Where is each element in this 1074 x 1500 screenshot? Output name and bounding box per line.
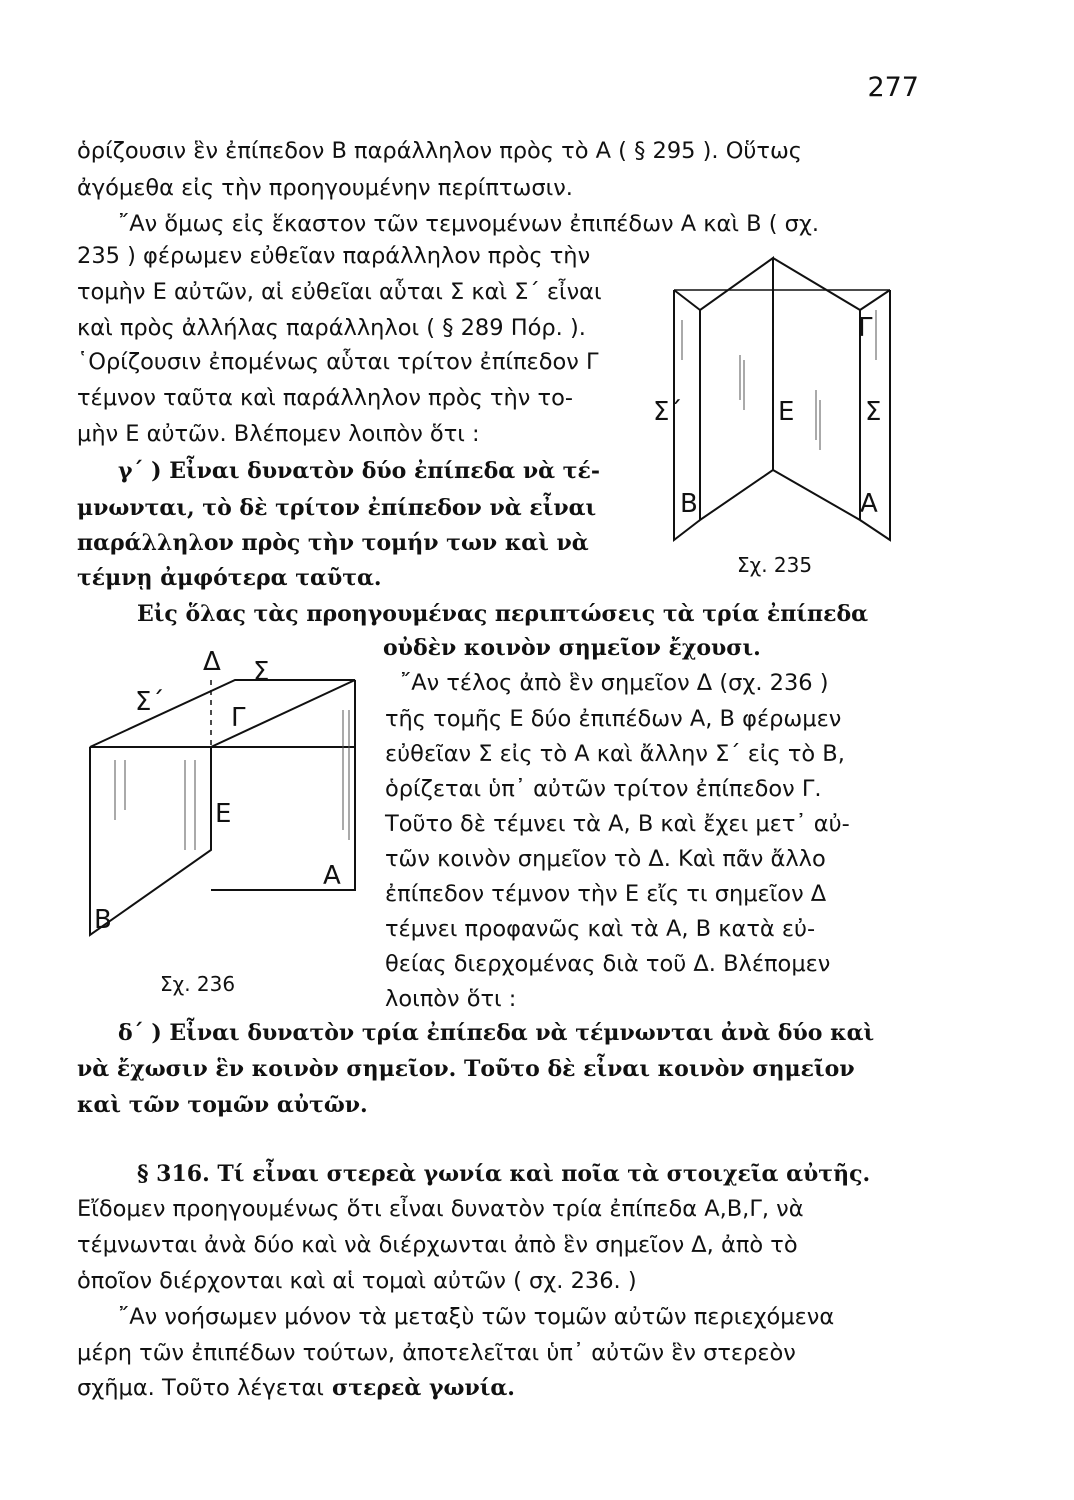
text-line: τομὴν Ε αὐτῶν, αἱ εὐθεῖαι αὗται Σ καὶ Σ΄ εἶναι — [77, 279, 602, 305]
text-line: Εἰς ὅλας τὰς προηγουμένας περιπτώσεις τὰ τρία ἐπίπεδα — [137, 601, 869, 627]
text-line: ἐπίπεδον τέμνον τὴν Ε εἴς τι σημεῖον Δ — [385, 881, 827, 907]
text-line: ῎Αν τέλος ἀπὸ ἓν σημεῖον Δ (σχ. 236 ) — [400, 670, 829, 696]
text-line: καὶ τῶν τομῶν αὐτῶν. — [77, 1092, 368, 1118]
text-line: ὁποῖον διέρχονται καὶ αἱ τομαὶ αὐτῶν ( σχ. 236. ) — [77, 1268, 637, 1294]
text-line: σχῆμα. Τοῦτο λέγεται — [77, 1375, 324, 1401]
figure-235 — [653, 250, 910, 544]
text-line: τέμνῃ ἀμφότερα ταῦτα. — [77, 565, 382, 591]
label-g: Γ — [231, 703, 246, 733]
text-line: ῎Αν νοήσωμεν μόνον τὰ μεταξὺ τῶν τομῶν αὐτῶν περιεχόμενα — [118, 1304, 835, 1330]
label-s: Σ — [865, 397, 882, 427]
text-line: οὐδὲν κοινὸν σημεῖον ἔχουσι. — [383, 635, 761, 661]
label-s: Σ — [253, 657, 270, 687]
figure-235-drawing — [653, 250, 910, 540]
text-line: τέμνον ταῦτα καὶ παράλληλον πρὸς τὴν το- — [77, 385, 573, 411]
label-d: Δ — [203, 647, 221, 677]
text-line: λοιπὸν ὅτι : — [385, 986, 517, 1012]
text-line: παράλληλον πρὸς τὴν τομήν των καὶ νὰ — [77, 530, 589, 556]
text-line: θείας διερχομένας διὰ τοῦ Δ. Βλέπομεν — [385, 951, 831, 977]
label-s-prime: Σ΄ — [135, 687, 165, 717]
text-line: Εἴδομεν προηγουμένως ὅτι εἶναι δυνατὸν τρία ἐπίπεδα Α,Β,Γ, νὰ — [77, 1196, 804, 1222]
label-a: Α — [323, 861, 341, 891]
text-line: μνωνται, τὸ δὲ τρίτον ἐπίπεδον νὰ εἶναι — [77, 495, 597, 521]
text-line: καὶ πρὸς ἀλλήλας παράλληλοι ( § 289 Πόρ. ). — [77, 315, 586, 341]
figure-236-drawing — [85, 647, 375, 950]
text-line-bold-term: στερεὰ γωνία. — [332, 1375, 515, 1401]
label-g: Γ — [858, 313, 873, 343]
label-e: Ε — [215, 799, 232, 829]
page-number: 277 — [867, 72, 919, 103]
text-line: νὰ ἔχωσιν ἓν κοινὸν σημεῖον. Τοῦτο δὲ εἶναι κοινὸν σημεῖον — [77, 1056, 855, 1082]
text-line: ῾Ορίζουσιν ἐπομένως αὗται τρίτον ἐπίπεδον Γ — [77, 349, 599, 375]
text-line: τέμνωνται ἀνὰ δύο καὶ νὰ διέρχωνται ἀπὸ ἓν σημεῖον Δ, ἀπὸ τὸ — [77, 1232, 798, 1258]
label-a: Α — [860, 489, 878, 519]
figure-236 — [85, 647, 375, 954]
text-line: μὴν Ε αὐτῶν. Βλέπομεν λοιπὸν ὅτι : — [77, 421, 480, 447]
text-line: ῎Αν ὅμως εἰς ἕκαστον τῶν τεμνομένων ἐπιπέδων Α καὶ Β ( σχ. — [118, 211, 820, 237]
label-s-prime: Σ΄ — [653, 397, 683, 427]
text-line: τῆς τομῆς Ε δύο ἐπιπέδων Α, Β φέρωμεν — [385, 706, 842, 732]
label-b: Β — [94, 905, 112, 935]
label-b: Β — [680, 489, 698, 519]
section-heading: § 316. Τί εἶναι στερεὰ γωνία καὶ ποῖα τὰ στοιχεῖα αὐτῆς. — [137, 1161, 871, 1187]
figure-235-caption: Σχ. 235 — [737, 553, 813, 577]
text-line: δ΄ ) Εἶναι δυνατὸν τρία ἐπίπεδα νὰ τέμνωνται ἀνὰ δύο καὶ — [118, 1020, 875, 1046]
text-line: γ΄ ) Εἶναι δυνατὸν δύο ἐπίπεδα νὰ τέ- — [118, 458, 600, 484]
label-e: Ε — [778, 397, 795, 427]
text-line: τέμνει προφανῶς καὶ τὰ Α, Β κατὰ εὐ- — [385, 916, 816, 942]
text-line: ἀγόμεθα εἰς τὴν προηγουμένην περίπτωσιν. — [77, 175, 573, 201]
text-line: εὐθεῖαν Σ εἰς τὸ Α καὶ ἄλλην Σ΄ εἰς τὸ Β, — [385, 741, 845, 767]
figure-236-caption: Σχ. 236 — [160, 972, 236, 996]
text-line: τῶν κοινὸν σημεῖον τὸ Δ. Καὶ πᾶν ἄλλο — [385, 846, 826, 872]
text-line: Τοῦτο δὲ τέμνει τὰ Α, Β καὶ ἔχει μετ᾽ αὐ- — [385, 811, 850, 837]
text-line: ὁρίζεται ὑπ᾽ αὐτῶν τρίτον ἐπίπεδον Γ. — [385, 776, 822, 802]
text-line: 235 ) φέρωμεν εὐθεῖαν παράλληλον πρὸς τὴν — [77, 243, 591, 269]
text-line: μέρη τῶν ἐπιπέδων τούτων, ἀποτελεῖται ὑπ᾽ αὐτῶν ἓν στερεὸν — [77, 1340, 796, 1366]
text-line: ὁρίζουσιν ἓν ἐπίπεδον Β παράλληλον πρὸς τὸ Α ( § 295 ). Οὕτως — [77, 138, 803, 164]
